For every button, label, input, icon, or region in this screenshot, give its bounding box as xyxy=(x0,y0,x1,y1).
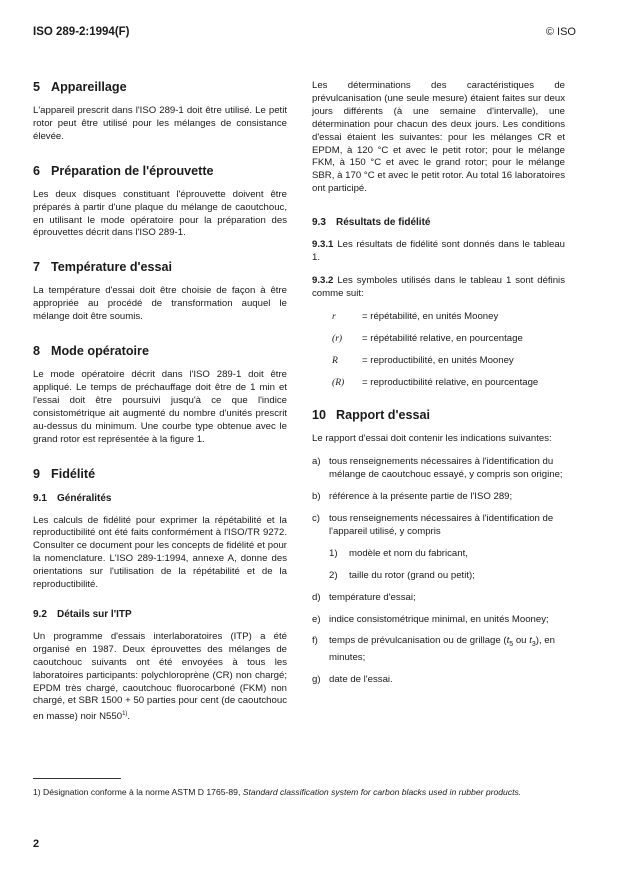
footnote-divider xyxy=(33,778,121,779)
sub-list-item: 2) taille du rotor (grand ou petit); xyxy=(329,569,475,581)
footnote-reference: 1) xyxy=(122,711,128,718)
section-9-2-heading: 9.2 Détails sur l'ITP xyxy=(33,608,132,620)
section-9-2-text: Un programme d'essais interlaboratoires (ITP) a été organisé en 1987. Deux éprouvettes des mélanges de caoutchouc suivants ont été envoyées à tous les laboratoires participants: polychloroprène (CR) non chargé; EPDM très chargé, caoutchouc fluorocarboné (FKM) non chargé, et SBR 1500 + 50 parties pour cent (de caoutchouc en masse) noir N550$^{1)}$. xyxy=(33,630,287,723)
list-item: b) référence à la présente partie de l'ISO 289; xyxy=(312,491,513,503)
symbol-definition: (R) = reproductibilité relative, en pourcentage xyxy=(332,376,539,388)
section-6-text: Les deux disques constituant l'éprouvette doivent être préparés à partir d'une plaque du mélange de caoutchouc, en utilisant le mode opératoire pour la préparation des éprouvettes décrit dans l'ISO 289-1. xyxy=(33,188,287,239)
section-9-3-heading: 9.3 Résultats de fidélité xyxy=(312,217,431,229)
footnote: 1) Désignation conforme à la norme ASTM D 1765-89, Standard classification system for carbon blacks used in rubber products. xyxy=(33,787,522,797)
symbol-definition: r = répétabilité, en unités Mooney xyxy=(332,310,499,322)
section-7-text: La température d'essai doit être choisie de façon à être appropriée au procédé de transformation auquel le mélange doit être soumis. xyxy=(33,285,287,323)
sub-list-item: 1) modèle et nom du fabricant, xyxy=(329,547,468,559)
section-5-heading: 5 Appareillage xyxy=(33,80,127,94)
right-column xyxy=(312,80,565,696)
left-column xyxy=(33,80,287,724)
section-9-1-text: Les calculs de fidélité pour exprimer la répétabilité et la reproductibilité ont été faits conformément à l'ISO/TR 9272. Consulter ce document pour les concepts de fidélité et pour la nomenclature. L'ISO 289-1:1994, annexe A, donne des orientations sur l'utilisation de la répétabilité et de la reproductibilité. xyxy=(33,514,287,591)
section-10-intro: Le rapport d'essai doit contenir les indications suivantes: xyxy=(312,433,552,445)
list-item: d) température d'essai; xyxy=(312,591,416,603)
section-9-2-continued-text: Les déterminations des caractéristiques de prévulcanisation (une seule mesure) étaient faites sur deux jours différents (à une semaine d'intervalle), une détermination pour chacun des deux jours. Les conditions d'essai étaient les suivantes: pour les mélanges CR et EPDM, à 120 °C et avec le petit rotor; pour le mélange FKM, à 150 °C et avec le grand rotor; pour le mélange SBR, à 170 °C et avec le petit rotor. Au total 16 laboratoires ont participé. xyxy=(312,80,565,195)
header-standard-id: ISO 289-2:1994(F) xyxy=(33,26,130,38)
list-item: c) tous renseignements nécessaires à l'identification de l'appareil utilisé, y compris xyxy=(312,513,554,537)
section-8-heading: 8 Mode opératoire xyxy=(33,344,149,359)
section-8-text: Le mode opératoire décrit dans l'ISO 289-1 doit être appliqué. Le temps de préchauffage doit être de 1 min et l'essai doit être poursuivi jusqu'à ce que l'indice consistométrique ait augmenté du nombre d'unités prescrit au-dessus du minimum. Une courbe type obtenue avec le grand rotor est représentée à la figure 1. xyxy=(33,369,287,445)
section-9-3-2-text: 9.3.2 Les symboles utilisés dans le tableau 1 sont définis comme suit: xyxy=(312,274,565,299)
symbol-definition: (r) = répétabilité relative, en pourcentage xyxy=(332,332,523,344)
header-iso-mark: © ISO xyxy=(545,26,576,38)
section-9-1-heading: 9.1 Généralités xyxy=(33,492,112,504)
section-6-heading: 6 Préparation de l'éprouvette xyxy=(33,163,214,178)
section-7-heading: 7 Température d'essai xyxy=(33,260,173,275)
symbol-definition: R = reproductibilité, en unités Mooney xyxy=(332,354,514,366)
list-item: f) temps de prévulcanisation ou de grillage ($t_5$ ou $t_3$), en minutes; xyxy=(312,635,555,664)
list-item: a) tous renseignements nécessaires à l'identification du mélange de caoutchouc essayé, y compris son origine; xyxy=(312,456,563,481)
section-5-text: L'appareil prescrit dans l'ISO 289-1 doit être utilisé. Le petit rotor peut être utilisé pour les mélanges de consistance élevée. xyxy=(33,105,287,142)
section-9-3-1-text: 9.3.1 Les résultats de fidélité sont donnés dans le tableau 1. xyxy=(312,239,565,264)
list-item: e) indice consistométrique minimal, en unités Mooney; xyxy=(312,613,549,625)
list-item: g) date de l'essai. xyxy=(312,674,393,686)
page-number: 2 xyxy=(33,838,40,850)
section-9-heading: 9 Fidélité xyxy=(33,466,96,481)
section-10-heading: 10 Rapport d'essai xyxy=(312,408,430,423)
